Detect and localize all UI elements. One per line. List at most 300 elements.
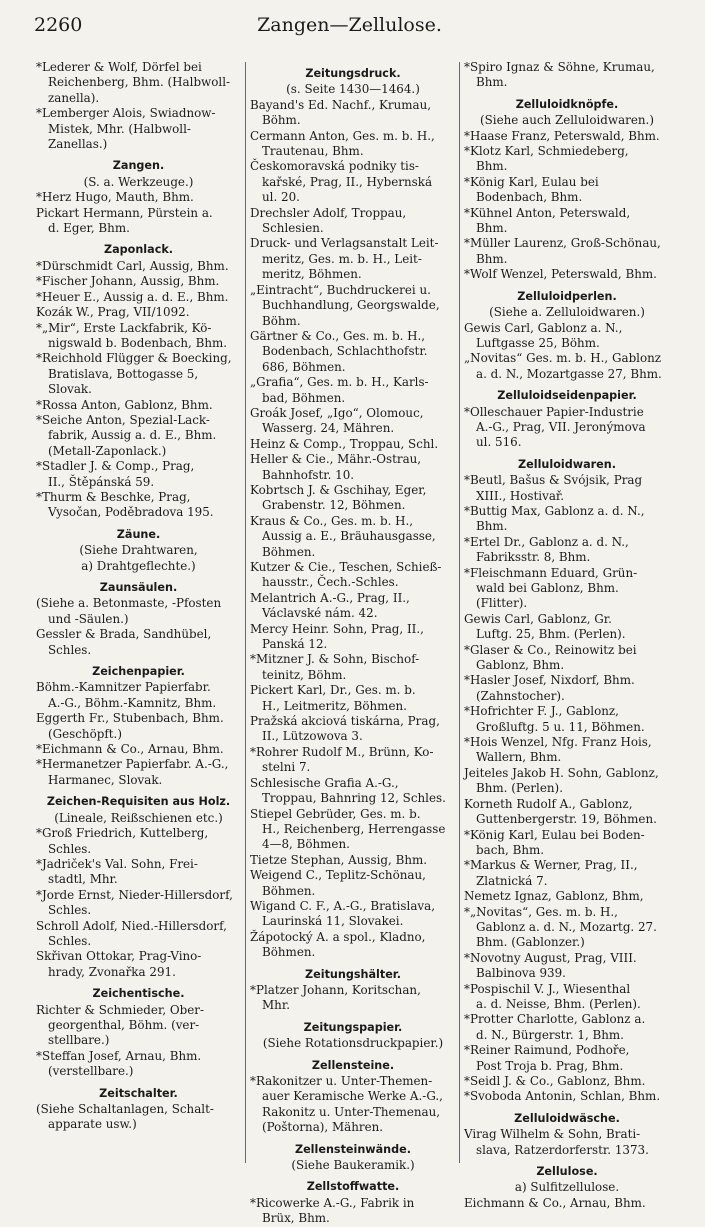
entry-line: hausstr., Čech.-Schles. — [262, 575, 399, 590]
entry-line: apparate usw.) — [48, 1117, 137, 1132]
entry-line: Mhr. — [262, 998, 290, 1013]
entry-line: Post Troja b. Prag, Bhm. — [476, 1058, 624, 1073]
entry-line: Schles. — [48, 903, 92, 918]
entry-line: Kozák W., Prag, VII/1092. — [36, 305, 190, 320]
entry-line: Schlesische Grafia A.-G., — [250, 775, 399, 790]
directory-entry — [464, 797, 670, 828]
entry-line: *Klotz Karl, Schmiedeberg, — [464, 144, 629, 159]
entry-line: Nemetz Ignaz, Gablonz, Bhm, — [464, 889, 644, 904]
directory-entry — [36, 321, 241, 352]
directory-entry — [36, 919, 241, 950]
entry-line: Bayand's Ed. Nachf., Krumau, — [250, 97, 432, 112]
section-heading: Zelluloidwäsche. — [514, 1111, 620, 1125]
entry-line: *Haase Franz, Peterswald, Bhm. — [464, 128, 660, 143]
entry-line: Tietze Stephan, Aussig, Bhm. — [250, 852, 428, 867]
column-divider — [245, 62, 246, 1163]
entry-line: *Hermanetzer Papierfabr. A.-G., — [36, 757, 229, 772]
section-heading: Zaponlack. — [103, 243, 174, 257]
entry-line: *Buttig Max, Gablonz a. d. N., — [464, 503, 645, 518]
entry-line: hrady, Zvonařka 291. — [48, 964, 176, 979]
directory-entry — [36, 627, 241, 658]
entry-line: teinitz, Böhm. — [262, 667, 347, 682]
entry-line: meritz, Ges. m. b. H., Leit- — [262, 251, 422, 266]
directory-entry — [250, 560, 456, 591]
entry-line: Gessler & Brada, Sandhübel, — [36, 627, 212, 642]
directory-entry — [464, 905, 670, 951]
entry-line: *Markus & Werner, Prag, II., — [464, 858, 638, 873]
entry-line: *Pospischil V. J., Wiesenthal — [464, 981, 631, 996]
section-heading: Zaunsäulen. — [99, 581, 178, 594]
entry-line: Fabriksstr. 8, Bhm. — [476, 550, 591, 565]
section-heading: Zeitungspapier. — [303, 1020, 403, 1034]
entry-line: Gewis Carl, Gablonz a. N., — [464, 320, 623, 335]
entry-line: Heinz & Comp., Troppau, Schl. — [250, 436, 439, 451]
directory-entry — [250, 714, 456, 745]
directory-entry — [250, 514, 456, 560]
entry-line: a. d. N., Mozartgasse 27, Bhm. — [476, 366, 662, 381]
directory-entry — [250, 329, 456, 375]
entry-line: Böhm. — [262, 313, 301, 328]
directory-entry — [464, 1043, 670, 1074]
entry-line: *Ricowerke A.-G., Fabrik in — [250, 1195, 415, 1210]
page-header — [34, 14, 665, 42]
directory-entry — [36, 711, 241, 742]
directory-entry — [464, 1089, 670, 1104]
entry-line: *Steffan Josef, Arnau, Bhm. — [36, 1048, 202, 1063]
entry-line: Reichenberg, Bhm. (Halbwoll- — [48, 75, 231, 90]
directory-entry — [250, 437, 456, 452]
entry-line: *Herz Hugo, Mauth, Bhm. — [36, 190, 194, 205]
directory-entry — [250, 591, 456, 622]
directory-entry — [36, 290, 241, 305]
directory-entry — [250, 652, 456, 683]
directory-entry — [464, 267, 670, 282]
entry-line: Bratislava, Bottogasse 5, — [48, 366, 199, 381]
entry-line: II., Štěpánská 59. — [48, 474, 155, 489]
entry-line: Groák Josef, „Igo“, Olomouc, — [250, 405, 424, 420]
entry-line: d. Eger, Bhm. — [48, 221, 130, 236]
section-heading: Zellensteinwände. — [294, 1142, 411, 1156]
entry-line: H., Reichenberg, Herrengasse — [262, 821, 446, 836]
directory-entry — [464, 704, 670, 735]
directory-entry — [36, 826, 241, 857]
entry-line: nigswald b. Bodenbach, Bhm. — [48, 335, 228, 350]
entry-line: Rakonitz u. Unter-Themenau, — [262, 1104, 441, 1119]
section-note: (Siehe auch Zelluloidwaren.) — [480, 113, 654, 128]
directory-entry — [250, 745, 456, 776]
page-number: 2260 — [34, 14, 83, 36]
directory-entry — [36, 596, 241, 627]
directory-entry — [36, 680, 241, 711]
entry-line: *Lederer & Wolf, Dörfel bei — [36, 60, 202, 74]
entry-line: Wigand C. F., A.-G., Bratislava, — [250, 898, 436, 913]
directory-entry — [36, 757, 241, 788]
entry-line: slava, Ratzerdorferstr. 1373. — [476, 1142, 649, 1157]
directory-entry — [250, 1074, 456, 1136]
directory-entry — [250, 853, 456, 868]
entry-line: ul. 20. — [262, 190, 300, 205]
section-note: (S. a. Werkzeuge.) — [83, 174, 194, 189]
section-heading: Zellensteine. — [311, 1058, 395, 1072]
entry-line: Virag Wilhelm & Sohn, Brati- — [464, 1127, 641, 1142]
entry-line: *Kühnel Anton, Peterswald, — [464, 205, 631, 220]
entry-line: Skřivan Ottokar, Prag-Vino- — [36, 949, 202, 964]
entry-line: Böhm. — [262, 113, 301, 128]
directory-entry — [250, 899, 456, 930]
entry-line: Kobrtsch J. & Gschihay, Eger, — [250, 482, 427, 497]
entry-line: auer Keramische Werke A.-G., — [262, 1089, 443, 1104]
directory-entry — [464, 504, 670, 535]
directory-entry — [464, 1196, 670, 1211]
directory-entry — [36, 274, 241, 289]
directory-entry — [36, 949, 241, 980]
entry-line: Böhmen. — [262, 945, 316, 960]
entry-line: kařské, Prag, II., Hybernská — [262, 174, 433, 189]
entry-line: Bodenbach, Schlachthofstr. — [262, 344, 428, 359]
entry-line: bach, Bhm. — [476, 842, 545, 857]
entry-line: (Flitter). — [476, 596, 528, 611]
entry-line: *Seiche Anton, Spezial-Lack- — [36, 412, 210, 427]
directory-entry — [36, 305, 241, 320]
entry-line: *Beutl, Bašus & Svójsik, Prag — [464, 473, 643, 488]
directory-entry — [464, 1074, 670, 1089]
directory-entry — [464, 129, 670, 144]
entry-line: Wasserg. 24, Mähren. — [262, 421, 395, 436]
entry-line: meritz, Böhmen. — [262, 267, 362, 282]
entry-line: Slovak. — [48, 382, 92, 397]
entry-line: Eichmann & Co., Arnau, Bhm. — [464, 1195, 646, 1210]
entry-line: Pickart Hermann, Pürstein a. — [36, 205, 213, 220]
entry-line: Gewis Carl, Gablonz, Gr. — [464, 611, 612, 626]
entry-line: A.-G., Böhm.-Kamnitz, Bhm. — [48, 695, 217, 710]
entry-line: Drechsler Adolf, Troppau, — [250, 205, 407, 220]
entry-line: Zlatnická 7. — [476, 873, 548, 888]
entry-line: Eggerth Fr., Stubenbach, Bhm. — [36, 711, 224, 726]
entry-line: a. d. Neisse, Bhm. (Perlen). — [476, 996, 641, 1011]
entry-line: *Rohrer Rudolf M., Brünn, Ko- — [250, 744, 434, 759]
directory-entry — [464, 982, 670, 1013]
entry-line: *Protter Charlotte, Gablonz a. — [464, 1012, 646, 1027]
section-note: (Siehe Rotationsdruckpapier.) — [262, 1036, 444, 1051]
entry-line: *Jadriček's Val. Sohn, Frei- — [36, 856, 198, 871]
entry-line: „Grafia“, Ges. m. b. H., Karls- — [250, 375, 429, 390]
entry-line: *Seidl J. & Co., Gablonz, Bhm. — [464, 1074, 646, 1088]
entry-line: *Müller Laurenz, Groß-Schönau, — [464, 236, 661, 251]
entry-line: wald bei Gablonz, Bhm. — [476, 581, 619, 595]
entry-line: *Glaser & Co., Reinowitz bei — [464, 642, 637, 657]
entry-line: Böhm.-Kamnitzer Papierfabr. — [36, 680, 211, 695]
section-heading: Zeitungshälter. — [305, 967, 401, 981]
entry-line: Buchhandlung, Georgswalde, — [262, 298, 440, 313]
section-heading: Zellstoffwatte. — [306, 1180, 400, 1194]
section-heading: Zeichenpapier. — [92, 665, 185, 679]
entry-line: Weigend C., Teplitz-Schönau, — [250, 868, 426, 883]
entry-line: Harmanec, Slovak. — [48, 772, 163, 787]
directory-entry — [36, 190, 241, 205]
entry-line: Gärtner & Co., Ges. m. b. H., — [250, 328, 426, 343]
entry-line: Bhm. (Perlen). — [476, 781, 563, 796]
entry-line: A.-G., Prag, VII. Jeronýmova — [476, 419, 646, 434]
entry-line: Melantrich A.-G., Prag, II., — [250, 590, 410, 605]
entry-line: Aussig a. E., Bräuhausgasse, — [262, 529, 436, 544]
column-left — [36, 60, 241, 1133]
entry-line: Zanellas.) — [48, 137, 108, 152]
directory-entry — [36, 888, 241, 919]
directory-entry — [250, 622, 456, 653]
entry-line: Českomoravská podniky tis- — [250, 159, 419, 174]
directory-entry — [464, 858, 670, 889]
entry-line: Guttenbergerstr. 19, Böhmen. — [476, 812, 657, 827]
entry-line: *Rakonitzer u. Unter-Themen- — [250, 1074, 433, 1088]
section-note: a) Drahtgeflechte.) — [81, 558, 196, 573]
entry-line: *Eichmann & Co., Arnau, Bhm. — [36, 742, 224, 757]
entry-line: *Rossa Anton, Gablonz, Bhm. — [36, 397, 213, 412]
entry-line: (Siehe Schaltanlagen, Schalt- — [36, 1102, 214, 1116]
entry-line: *Heuer E., Aussig a. d. E., Bhm. — [36, 289, 229, 304]
directory-entry — [464, 405, 670, 451]
directory-entry — [36, 259, 241, 274]
entry-line: 4—8, Böhmen. — [262, 837, 350, 852]
entry-line: Troppau, Bahnring 12, Schles. — [262, 791, 446, 806]
entry-line: „Eintracht“, Buchdruckerei u. — [250, 282, 431, 297]
section-heading: Zelluloidperlen. — [517, 289, 617, 303]
entry-line: Žápotocký A. a spol., Kladno, — [250, 929, 426, 944]
section-heading: Zäune. — [116, 527, 161, 541]
directory-entry — [464, 206, 670, 237]
section-note: a) Sulfitzellulose. — [514, 1180, 620, 1195]
entry-line: Kraus & Co., Ges. m. b. H., — [250, 513, 414, 528]
directory-entry — [464, 236, 670, 267]
entry-line: (Siehe a. Betonmaste, -Pfosten — [36, 596, 222, 611]
entry-line: „Novitas“ Ges. m. b. H., Gablonz — [464, 351, 662, 366]
directory-entry — [250, 129, 456, 160]
directory-entry — [36, 351, 241, 397]
entry-line: *Fischer Johann, Aussig, Bhm. — [36, 274, 220, 289]
entry-line: Heller & Cie., Mähr.-Ostrau, — [250, 452, 422, 467]
directory-entry — [464, 612, 670, 643]
entry-line: bad, Böhmen. — [262, 390, 346, 405]
entry-line: stelni 7. — [262, 760, 311, 775]
entry-line: Luftg. 25, Bhm. (Perlen). — [476, 627, 626, 642]
directory-entry — [464, 828, 670, 859]
directory-entry — [464, 566, 670, 612]
directory-entry — [250, 98, 456, 129]
entry-line: Jeiteles Jakob H. Sohn, Gablonz, — [464, 765, 659, 780]
directory-entry — [36, 60, 241, 106]
entry-line: Gablonz a. d. N., Mozartg. 27. — [476, 919, 657, 934]
section-note: (Siehe Baukeramik.) — [291, 1158, 415, 1173]
entry-line: *Platzer Johann, Koritschan, — [250, 982, 421, 997]
directory-entry — [36, 1003, 241, 1049]
entry-line: *Mitzner J. & Sohn, Bischof- — [250, 652, 420, 667]
column-divider — [459, 62, 460, 1163]
section-heading: Zangen. — [112, 159, 165, 173]
entry-line: *Olleschauer Papier-Industrie — [464, 404, 644, 419]
section-note: (Lineale, Reißschienen etc.) — [54, 810, 223, 825]
directory-entry — [464, 643, 670, 674]
directory-entry — [464, 735, 670, 766]
directory-entry — [250, 206, 456, 237]
entry-line: Cermann Anton, Ges. m. b. H., — [250, 128, 435, 143]
section-heading: Zeitschalter. — [99, 1086, 178, 1100]
directory-entry — [464, 60, 670, 91]
entry-line: *Stadler J. & Comp., Prag, — [36, 459, 195, 474]
entry-line: *Svoboda Antonin, Schlan, Bhm. — [464, 1089, 661, 1104]
entry-line: Bhm. — [476, 75, 508, 90]
entry-line: fabrik, Aussig a. d. E., Bhm. — [48, 428, 217, 443]
entry-line: Gablonz, Bhm. — [476, 658, 565, 673]
section-heading: Zellulose. — [536, 1165, 598, 1179]
directory-entry — [250, 983, 456, 1014]
directory-entry — [36, 106, 241, 152]
entry-line: d. N., Bürgerstr. 1, Bhm. — [476, 1027, 624, 1042]
section-note: (s. Seite 1430—1464.) — [286, 82, 420, 97]
directory-entry — [464, 473, 670, 504]
directory-entry — [250, 375, 456, 406]
entry-line: georgenthal, Böhm. (ver- — [48, 1017, 200, 1032]
entry-line: Schroll Adolf, Nied.-Hillersdorf, — [36, 918, 227, 933]
entry-line: Grabenstr. 12, Böhmen. — [262, 498, 406, 513]
entry-line: *Reiner Raimund, Podhoře, — [464, 1043, 630, 1058]
entry-line: *„Novitas“, Ges. m. b. H., — [464, 904, 618, 919]
entry-line: *Reichhold Flügger & Boecking, — [36, 351, 232, 366]
entry-line: *Fleischmann Eduard, Grün- — [464, 565, 638, 580]
entry-line: Bhm. — [476, 159, 508, 174]
entry-line: Balbinova 939. — [476, 966, 566, 981]
entry-line: Druck- und Verlagsanstalt Leit- — [250, 236, 439, 251]
directory-entry — [36, 206, 241, 237]
entry-line: Korneth Rudolf A., Gablonz, — [464, 796, 633, 811]
entry-line: Laurinská 11, Slovakei. — [262, 914, 404, 929]
entry-line: Pražská akciová tiskárna, Prag, — [250, 714, 440, 729]
section-heading: Zelluloidwaren. — [518, 457, 616, 471]
entry-line: Kutzer & Cie., Teschen, Schieß- — [250, 560, 442, 574]
entry-line: (Zahnstocher). — [476, 688, 565, 703]
directory-entry — [250, 406, 456, 437]
entry-line: Vysočan, Poděbradova 195. — [48, 505, 214, 520]
directory-entry — [464, 673, 670, 704]
directory-entry — [464, 535, 670, 566]
entry-line: Mistek, Mhr. (Halbwoll- — [48, 121, 191, 136]
section-heading: Zeichentische. — [92, 987, 185, 1001]
entry-line: Panská 12. — [262, 637, 328, 652]
directory-entry — [250, 452, 456, 483]
entry-line: Schles. — [48, 841, 92, 856]
entry-line: H., Leitmeritz, Böhmen. — [262, 698, 407, 713]
entry-line: Schles. — [48, 933, 92, 948]
page-title: Zangen—Zellulose. — [257, 14, 442, 36]
entry-line: Bhm. — [476, 221, 508, 236]
directory-entry — [250, 283, 456, 329]
entry-line: Schles. — [48, 642, 92, 657]
directory-entry — [250, 930, 456, 961]
directory-entry — [464, 175, 670, 206]
directory-entry — [464, 766, 670, 797]
entry-line: XIII., Hostivař. — [476, 488, 565, 503]
column-right — [464, 60, 670, 1211]
entry-line: Böhmen. — [262, 883, 316, 898]
entry-line: Wallern, Bhm. — [476, 750, 562, 765]
directory-entry — [250, 868, 456, 899]
entry-line: *Novotny August, Prag, VIII. — [464, 950, 637, 965]
entry-line: (verstellbare.) — [48, 1064, 134, 1079]
directory-entry — [464, 351, 670, 382]
entry-line: 686, Böhmen. — [262, 359, 346, 374]
directory-entry — [36, 413, 241, 459]
directory-entry — [36, 398, 241, 413]
section-note: (Siehe a. Zelluloidwaren.) — [489, 305, 645, 320]
entry-line: Mercy Heinr. Sohn, Prag, II., — [250, 621, 424, 636]
entry-line: Bhm. — [476, 519, 508, 534]
directory-entry — [464, 1012, 670, 1043]
entry-line: Bhm. — [476, 251, 508, 266]
entry-line: Böhmen. — [262, 544, 316, 559]
entry-line: *König Karl, Eulau bei Boden- — [464, 827, 645, 842]
directory-entry — [464, 951, 670, 982]
entry-line: *König Karl, Eulau bei — [464, 174, 599, 189]
directory-entry — [464, 889, 670, 904]
entry-line: *Lemberger Alois, Swiadnow- — [36, 106, 216, 121]
entry-line: *Wolf Wenzel, Peterswald, Bhm. — [464, 267, 657, 282]
directory-entry — [36, 742, 241, 757]
entry-line: *Dürschmidt Carl, Aussig, Bhm. — [36, 258, 229, 273]
directory-entry — [36, 857, 241, 888]
entry-line: ul. 516. — [476, 435, 522, 450]
section-heading: Zelluloidseidenpapier. — [497, 389, 637, 403]
column-middle — [250, 60, 456, 1227]
entry-line: Luftgasse 25, Böhm. — [476, 335, 600, 350]
entry-line: Bhm. (Gablonzer.) — [476, 935, 585, 950]
directory-entry — [250, 807, 456, 853]
entry-line: Bahnhofstr. 10. — [262, 467, 355, 482]
directory-entry — [36, 1049, 241, 1080]
section-note: (Siehe Drahtwaren, — [79, 543, 198, 558]
section-heading: Zeitungsdruck. — [305, 67, 401, 80]
directory-entry — [250, 1196, 456, 1227]
section-heading: Zelluloidknöpfe. — [515, 97, 619, 111]
entry-line: *Groß Friedrich, Kuttelberg, — [36, 826, 209, 841]
section-heading: Zeichen-Requisiten aus Holz. — [46, 795, 231, 809]
entry-line: *Hasler Josef, Nixdorf, Bhm. — [464, 673, 635, 688]
entry-line: stellbare.) — [48, 1033, 110, 1048]
entry-line: stadtl, Mhr. — [48, 872, 118, 887]
entry-line: (Geschöpft.) — [48, 726, 122, 741]
entry-line: *Ertel Dr., Gablonz a. d. N., — [464, 534, 629, 549]
entry-line: *Hois Wenzel, Nfg. Franz Hois, — [464, 735, 652, 750]
directory-entry — [250, 483, 456, 514]
entry-line: *Spiro Ignaz & Söhne, Krumau, — [464, 60, 655, 74]
directory-entry — [36, 490, 241, 521]
entry-line: Bodenbach, Bhm. — [476, 190, 583, 205]
directory-entry — [464, 321, 670, 352]
directory-entry — [464, 144, 670, 175]
directory-entry — [36, 459, 241, 490]
entry-line: (Metall-Zaponlack.) — [48, 443, 167, 458]
entry-line: Pickert Karl, Dr., Ges. m. b. — [250, 683, 416, 698]
directory-entry — [36, 1102, 241, 1133]
directory-entry — [464, 1127, 670, 1158]
entry-line: und -Säulen.) — [48, 611, 129, 626]
entry-line: Stiepel Gebrüder, Ges. m. b. — [250, 806, 421, 821]
entry-line: Großluftg. 5 u. 11, Böhmen. — [476, 719, 645, 734]
entry-line: Trautenau, Bhm. — [262, 144, 364, 159]
entry-line: *„Mir“, Erste Lackfabrik, Kö- — [36, 320, 212, 335]
directory-entry — [250, 236, 456, 282]
entry-line: *Hofrichter F. J., Gablonz, — [464, 704, 619, 719]
entry-line: II., Lützowova 3. — [262, 729, 363, 744]
directory-entry — [250, 683, 456, 714]
entry-line: Schlesien. — [262, 221, 324, 236]
